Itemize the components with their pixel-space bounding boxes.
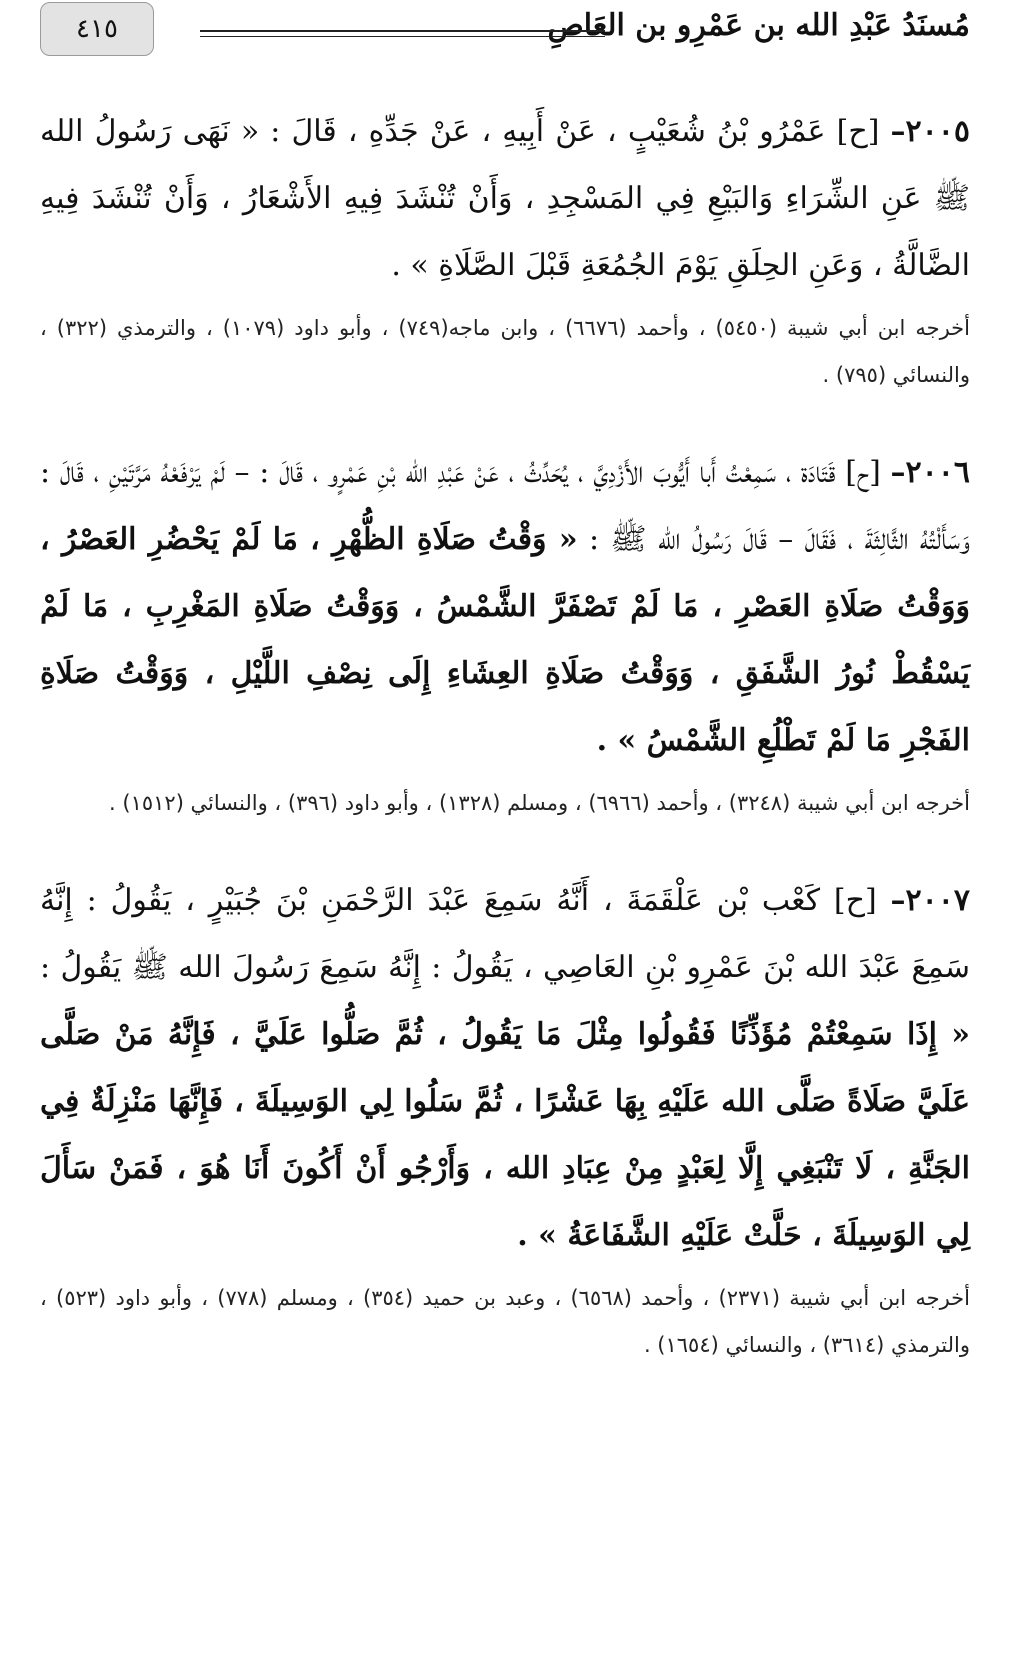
hadith-matn: « إِذَا سَمِعْتُمْ مُؤَذِّنًا فَقُولُوا مِثْلَ مَا يَقُولُ ، ثُمَّ صَلُّوا عَلَيَّ ، فَإِنَّهُ مَنْ صَلَّى عَلَيَّ صَلَاةً صَلَّى الله عَلَيْهِ بِهَا عَشْرًا ، ثُمَّ سَلُوا لِي الوَسِيلَةَ ، فَإِنَّهَا مَنْزِلَةٌ فِي الجَنَّةِ ، لَا تَنْبَغِي إِلَّا لِعَبْدٍ مِنْ عِبَادِ الله ، وَأَرْجُو أَنْ أَكُونَ أَنَا هُوَ ، فَمَنْ سَأَلَ لِي الوَسِيلَةَ ، حَلَّتْ عَلَيْهِ الشَّفَاعَةُ » . bbox=[40, 1017, 970, 1253]
hadith-number: ٢٠٠٧– bbox=[890, 883, 970, 918]
isnad-chain: [ح] كَعْب بْن عَلْقَمَةَ ، أَنَّهُ سَمِعَ عَبْدَ الرَّحْمَنِ بْنَ جُبَيْرٍ ، يَقُولُ : إِنَّهُ سَمِعَ عَبْدَ الله بْنَ عَمْرِو بْنِ العَاصِي ، يَقُولُ : إِنَّهُ سَمِعَ رَسُولَ الله ﷺ يَقُولُ : bbox=[40, 883, 970, 985]
hadith-body: [ح] عَمْرُو بْنُ شُعَيْبٍ ، عَنْ أَبِيهِ ، عَنْ جَدِّهِ ، قَالَ : « نَهَى رَسُولُ الله ﷺ عَنِ الشِّرَاءِ وَالبَيْعِ فِي المَسْجِدِ ، وَأَنْ تُنْشَدَ فِيهِ الأَشْعَارُ ، وَأَنْ تُنْشَدَ فِيهِ الضَّالَّةُ ، وَعَنِ الحِلَقِ يَوْمَ الجُمُعَةِ قَبْلَ الصَّلَاةِ » . bbox=[40, 114, 970, 283]
takhrij-note: أخرجه ابن أبي شيبة (٣٢٤٨) ، وأحمد (٦٩٦٦) ، ومسلم (١٣٢٨) ، وأبو داود (٣٩٦) ، والنسائي (١٥١٢) . bbox=[109, 791, 970, 815]
hadith-number: ٢٠٠٥– bbox=[890, 114, 970, 149]
hadith-text bbox=[40, 439, 970, 774]
hadith-entry-2006 bbox=[40, 439, 970, 827]
running-title: مُسنَدُ عَبْدِ الله بن عَمْرِو بن العَاصِ bbox=[547, 8, 970, 43]
takhrij-note: أخرجه ابن أبي شيبة (٥٤٥٠) ، وأحمد (٦٦٧٦) ، وابن ماجه(٧٤٩) ، وأبو داود (١٠٧٩) ، والترمذي (٣٢٢) ، والنسائي (٧٩٥) . bbox=[40, 316, 970, 387]
hadith-number: ٢٠٠٦– bbox=[890, 455, 970, 490]
isnad-chain: [ح] قَتَادَة ، سَمِعْتُ أَبا أَيُّوبَ الأَزْدِيَّ ، يُحَدِّثُ ، عَنْ عَبْدِ الله بْنِ عَمْرٍو ، قَالَ : – لَمْ يَرْفَعْهُ مَرَّتَيْنِ ، قَالَ : وَسَأَلْتُهُ الثَّالِثَةَ ، فَقَالَ – قَالَ رَسُولُ الله ﷺ : bbox=[40, 455, 970, 557]
hadith-matn: « وَقْتُ صَلَاةِ الظُّهْرِ ، مَا لَمْ يَحْضُرِ العَصْرُ ، وَوَقْتُ صَلَاةِ العَصْرِ ، مَا لَمْ تَصْفَرَّ الشَّمْسُ ، وَوَقْتُ صَلَاةِ المَغْرِبِ ، مَا لَمْ يَسْقُطْ نُورُ الشَّفَقِ ، وَوَقْتُ صَلَاةِ العِشَاءِ إِلَى نِصْفِ اللَّيْلِ ، وَوَقْتُ صَلَاةِ الفَجْرِ مَا لَمْ تَطْلُعِ الشَّمْسُ » . bbox=[40, 522, 970, 758]
header-rule bbox=[200, 30, 605, 37]
hadith-text bbox=[40, 98, 970, 299]
hadith-entry-2007 bbox=[40, 867, 970, 1369]
page-number: ٤١٥ bbox=[40, 2, 154, 56]
hadith-text bbox=[40, 867, 970, 1269]
takhrij-note: أخرجه ابن أبي شيبة (٢٣٧١) ، وأحمد (٦٥٦٨) ، وعبد بن حميد (٣٥٤) ، ومسلم (٧٧٨) ، وأبو داود (٥٢٣) ، والترمذي (٣٦١٤) ، والنسائي (١٦٥٤) . bbox=[40, 1286, 970, 1357]
page-header bbox=[40, 0, 970, 58]
hadith-entry-2005 bbox=[40, 98, 970, 399]
book-page bbox=[40, 0, 970, 1369]
